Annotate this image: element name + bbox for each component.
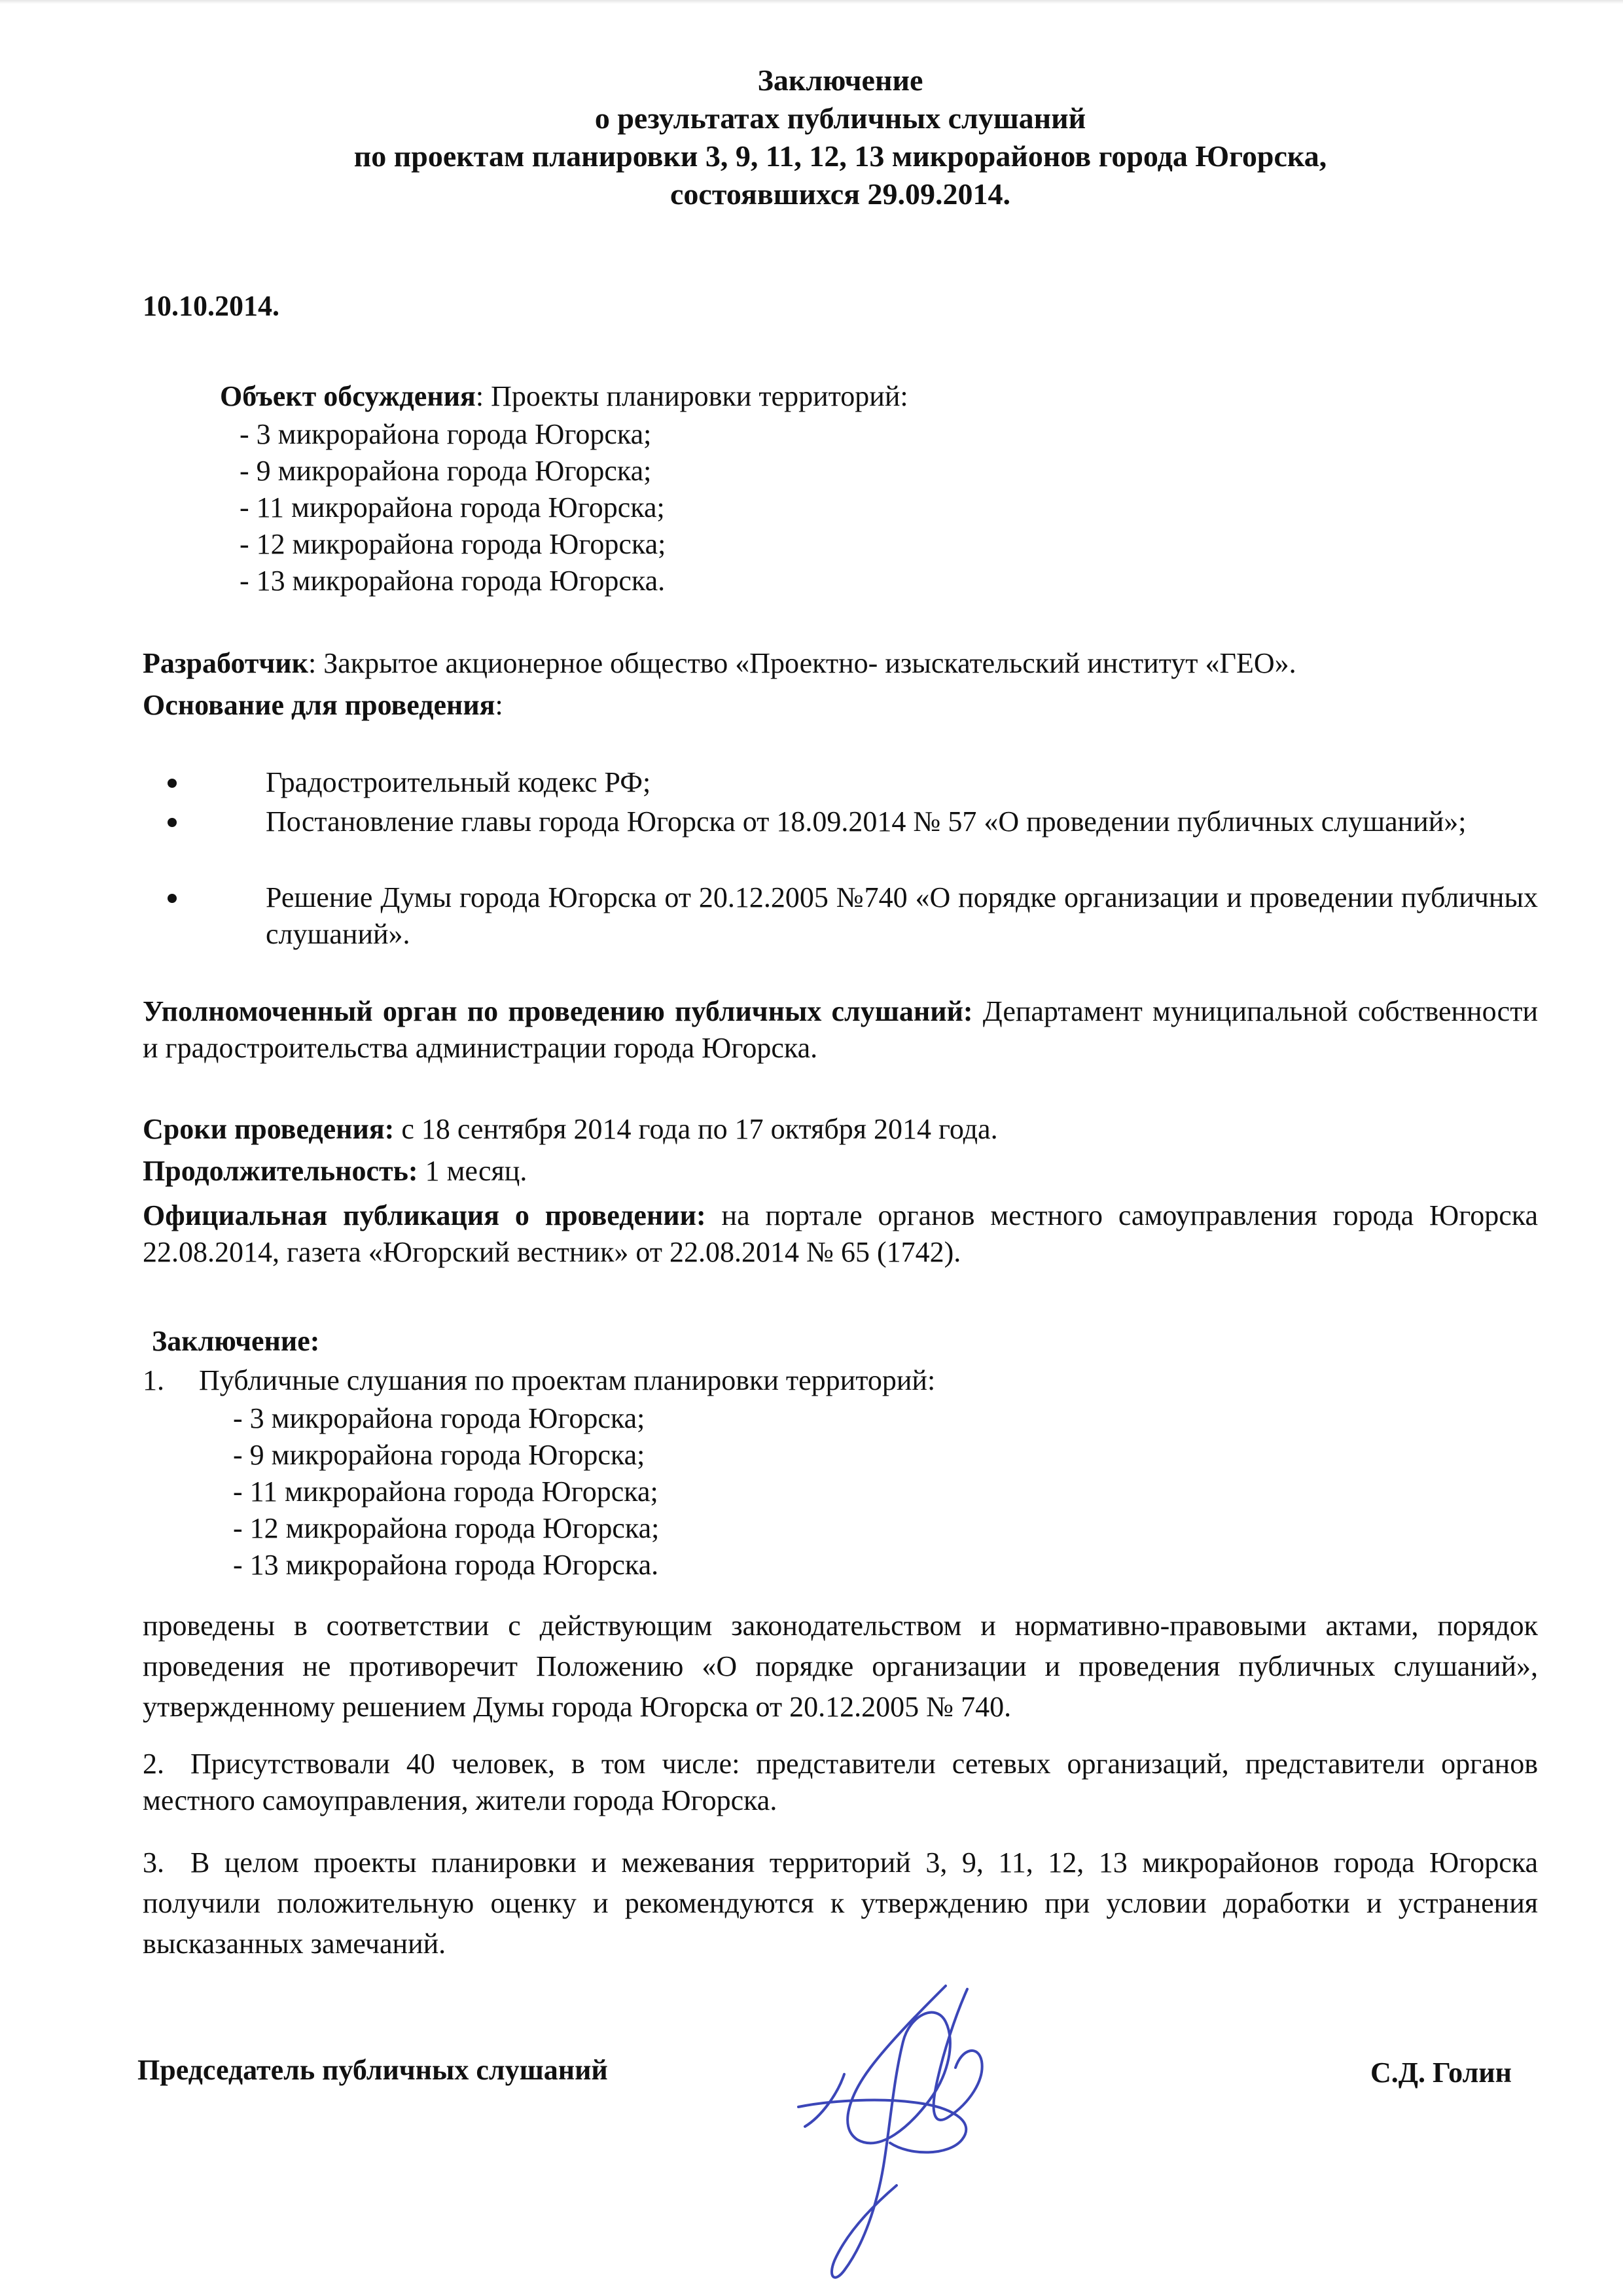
object-list xyxy=(240,416,666,599)
object-list-item: - 3 микрорайона города Югорска; xyxy=(240,418,652,450)
object-list-item: - 9 микрорайона города Югорска; xyxy=(240,455,652,487)
conclusion-item-3-text: В целом проекты планировки и межевания территорий 3, 9, 11, 12, 13 микрорайонов города Югорска получили положительную оценку и рекомендуются к утверждению при условии доработки и устранения высказанных замечаний. xyxy=(143,1846,1538,1960)
document-title xyxy=(143,62,1538,213)
basis-item-text: Постановление главы города Югорска от 18.09.2014 № 57 «О проведении публичных слушаний»; xyxy=(266,805,1467,838)
object-list-item: - 12 микрорайона города Югорска; xyxy=(240,528,666,560)
basis-item-text: Решение Думы города Югорска от 20.12.2005 №740 «О порядке организации и проведении публичных слушаний». xyxy=(266,881,1538,950)
handwritten-signature-icon xyxy=(759,1969,1086,2290)
basis-suffix: : xyxy=(495,689,503,721)
signatory-name: С.Д. Голин xyxy=(1370,2057,1512,2089)
title-line-1: Заключение xyxy=(757,63,923,97)
document-page xyxy=(137,0,1538,2296)
conclusion-sublist-item: - 12 микрорайона города Югорска; xyxy=(233,1512,660,1544)
object-list-item: - 13 микрорайона города Югорска. xyxy=(240,565,666,597)
duration-line xyxy=(143,1153,527,1190)
conclusion-item-2-number: 2. xyxy=(143,1748,164,1780)
authority-label: Уполномоченный орган по проведению публичных слушаний: xyxy=(143,995,973,1027)
conclusion-item-3 xyxy=(143,1843,1538,1964)
terms-text: с 18 сентября 2014 года по 17 октября 2014 года. xyxy=(394,1113,998,1145)
object-label: Объект обсуждения xyxy=(220,380,476,412)
publication-paragraph xyxy=(143,1197,1538,1271)
bullet-icon xyxy=(168,779,177,788)
document-date: 10.10.2014. xyxy=(143,290,279,322)
developer-text: : Закрытое акционерное общество «Проектно- изыскательский институт «ГЕО». xyxy=(308,647,1296,679)
object-list-item: - 11 микрорайона города Югорска; xyxy=(240,491,665,523)
publication-text: на портале органов местного самоуправления города Югорска 22.08.2014, газета «Югорский вестник» от 22.08.2014 № 65 (1742). xyxy=(143,1199,1538,1268)
duration-label: Продолжительность: xyxy=(143,1155,418,1187)
conclusion-sublist-item: - 11 микрорайона города Югорска; xyxy=(233,1475,658,1508)
conclusion-sublist-item: - 13 микрорайона города Югорска. xyxy=(233,1549,659,1581)
conclusion-sublist-item: - 3 микрорайона города Югорска; xyxy=(233,1402,645,1434)
basis-label: Основание для проведения xyxy=(143,689,495,721)
duration-text: 1 месяц. xyxy=(418,1155,527,1187)
terms-line xyxy=(143,1111,998,1148)
conclusion-sublist-item: - 9 микрорайона города Югорска; xyxy=(233,1439,645,1471)
object-heading xyxy=(220,378,908,415)
conclusion-item-1-number: 1. xyxy=(143,1364,164,1396)
title-line-4: состоявшихся 29.09.2014. xyxy=(670,177,1010,211)
conclusion-item-1-text: Публичные слушания по проектам планировки территорий: xyxy=(199,1364,936,1396)
basis-item xyxy=(168,804,1538,877)
title-line-3: по проектам планировки 3, 9, 11, 12, 13 микрорайонов города Югорска, xyxy=(353,139,1327,173)
developer-line xyxy=(143,645,1538,682)
signatory-role: Председатель публичных слушаний xyxy=(137,2054,608,2086)
authority-paragraph xyxy=(143,993,1538,1067)
conclusion-item-2 xyxy=(143,1746,1538,1819)
basis-heading xyxy=(143,687,503,724)
publication-label: Официальная публикация о проведении: xyxy=(143,1199,706,1231)
conclusion-item-1-after: проведены в соответствии с действующим законодательством и нормативно-правовыми актами, порядок проведения не противоречит Положению «О порядке организации и проведения публичных слушаний», утвержденному решением Думы города Югорска от 20.12.2005 № 740. xyxy=(143,1610,1538,1723)
bullet-icon xyxy=(168,894,177,903)
basis-item xyxy=(168,764,1538,801)
terms-label: Сроки проведения: xyxy=(143,1113,395,1145)
basis-item-text: Градостроительный кодекс РФ; xyxy=(266,766,651,798)
conclusion-item-3-number: 3. xyxy=(143,1846,164,1879)
developer-label: Разработчик xyxy=(143,647,308,679)
bullet-icon xyxy=(168,818,177,827)
conclusion-sublist xyxy=(233,1400,659,1583)
basis-item xyxy=(168,879,1538,953)
title-line-2: о результатах публичных слушаний xyxy=(594,101,1086,135)
object-text: : Проекты планировки территорий: xyxy=(475,380,908,412)
conclusion-item-2-text: Присутствовали 40 человек, в том числе: представители сетевых организаций, представители органов местного самоуправления, жители города Югорска. xyxy=(143,1748,1538,1816)
conclusion-heading: Заключение: xyxy=(152,1325,320,1357)
authority-text: Департамент муниципальной собственности и градостроительства администрации города Югорска. xyxy=(143,995,1538,1064)
